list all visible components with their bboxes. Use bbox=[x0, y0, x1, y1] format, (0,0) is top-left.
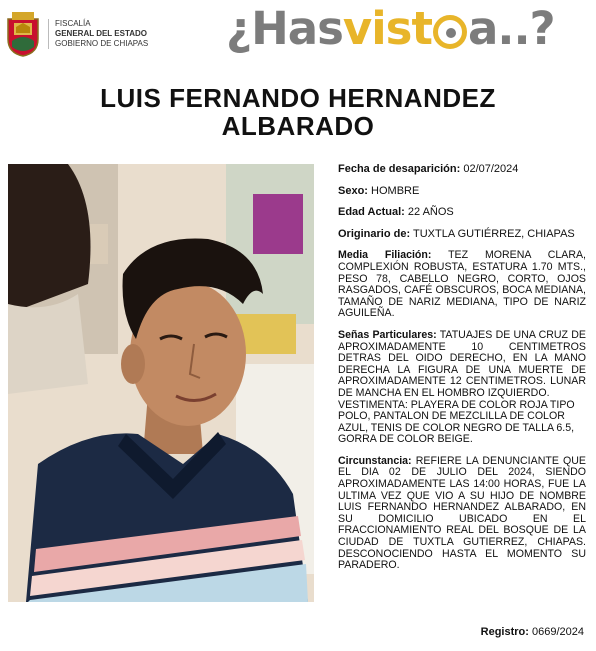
circumstance-label: Circunstancia: bbox=[338, 454, 412, 467]
circumstance-value: REFIERE LA DENUNCIANTE QUE EL DIA 02 DE JULIO DEL 2024, SIENDO APROXIMADAMENTE LAS 14:00 HORAS, FUE LA ULTIMA VEZ QUE VIO A SU HIJO DE NOMBRE LUIS FERNANDO HERNANDEZ ALBARADO, EN SU DOMICILIO UBICADO EN EL FRACCIONAMIENTO REAL DEL BOSQUE DE LA CIUDAD DE TUXTLA GUTIERREZ, CHIAPAS. DESCONOCIENDO HASTA EL MOMENTO SU PARADERO. bbox=[338, 454, 586, 572]
registry-label: Registro: bbox=[480, 626, 529, 638]
title-line-1: LUIS FERNANDO HERNANDEZ bbox=[100, 83, 496, 113]
logo-text bbox=[48, 19, 148, 49]
title-line-2: ALBARADO bbox=[221, 111, 375, 141]
sex-row bbox=[338, 186, 586, 198]
disappearance-date-value: 02/07/2024 bbox=[463, 163, 519, 175]
logo-line-gobierno: GOBIERNO DE CHIAPAS bbox=[55, 39, 149, 48]
origin-label: Originario de: bbox=[338, 227, 411, 240]
portrait-illustration bbox=[8, 164, 314, 602]
clothing-value: VESTIMENTA: PLAYERA DE COLOR ROJA TIPO POLO, PANTALON DE MEZCLILLA DE COLOR AZUL, TENIS DE COLOR NEGRO DE TALLA 6.5, GORRA DE COLOR BEIGE. bbox=[338, 398, 575, 446]
person-name-title bbox=[0, 84, 596, 140]
fiscalia-logo bbox=[6, 6, 156, 62]
disappearance-date-row bbox=[338, 164, 586, 176]
registry-value: 0669/2024 bbox=[532, 626, 584, 638]
disappearance-date-label: Fecha de desaparición: bbox=[338, 163, 461, 175]
sex-label: Sexo: bbox=[338, 184, 368, 197]
registry-number bbox=[481, 626, 584, 638]
chiapas-shield-icon bbox=[6, 11, 40, 57]
age-label: Edad Actual: bbox=[338, 206, 405, 219]
filiation-label: Media Filiación: bbox=[338, 249, 432, 262]
filiation-row bbox=[338, 250, 586, 320]
marks-row bbox=[338, 330, 586, 400]
campaign-part-a: a..? bbox=[467, 2, 555, 55]
missing-person-photo bbox=[8, 164, 314, 602]
origin-row bbox=[338, 229, 586, 241]
eye-icon bbox=[433, 15, 467, 49]
circumstance-row bbox=[338, 456, 586, 572]
campaign-part-vist: vist bbox=[342, 2, 432, 55]
marks-label: Señas Particulares: bbox=[338, 328, 437, 341]
campaign-part-has: ¿Has bbox=[226, 2, 343, 55]
logo-line-fiscalia: FISCALÍA bbox=[55, 19, 91, 28]
age-row bbox=[338, 207, 586, 219]
age-value: 22 AÑOS bbox=[407, 206, 454, 219]
person-info-panel bbox=[338, 164, 586, 582]
clothing-row bbox=[338, 400, 586, 446]
origin-value: TUXTLA GUTIÉRREZ, CHIAPAS bbox=[412, 227, 575, 240]
campaign-logo bbox=[226, 2, 590, 55]
logo-line-general: GENERAL DEL ESTADO bbox=[55, 29, 148, 38]
sex-value: HOMBRE bbox=[371, 184, 420, 197]
marks-value: TATUAJES DE UNA CRUZ DE APROXIMADAMENTE 10 CENTIMETROS DETRAS DEL OIDO DERECHO, EN LA MANO DERECHA LA FIGURA DE UNA MUERTE DE APROXIMADAMENTE 12 CENTIMETROS. LUNAR DE MANCHA EN EL HOMBRO IZQUIERDO. bbox=[338, 328, 586, 399]
filiation-value: TEZ MORENA CLARA, COMPLEXIÓN ROBUSTA, ESTATURA 1.70 MTS., PESO 78, CABELLO NEGRO, CORTO, OJOS RASGADOS, CAFÉ OBSCUROS, BOCA MEDIANA, TAMAÑO DE NARIZ MEDIANA, TIPO DE NARIZ AGUILEÑA. bbox=[338, 249, 586, 320]
